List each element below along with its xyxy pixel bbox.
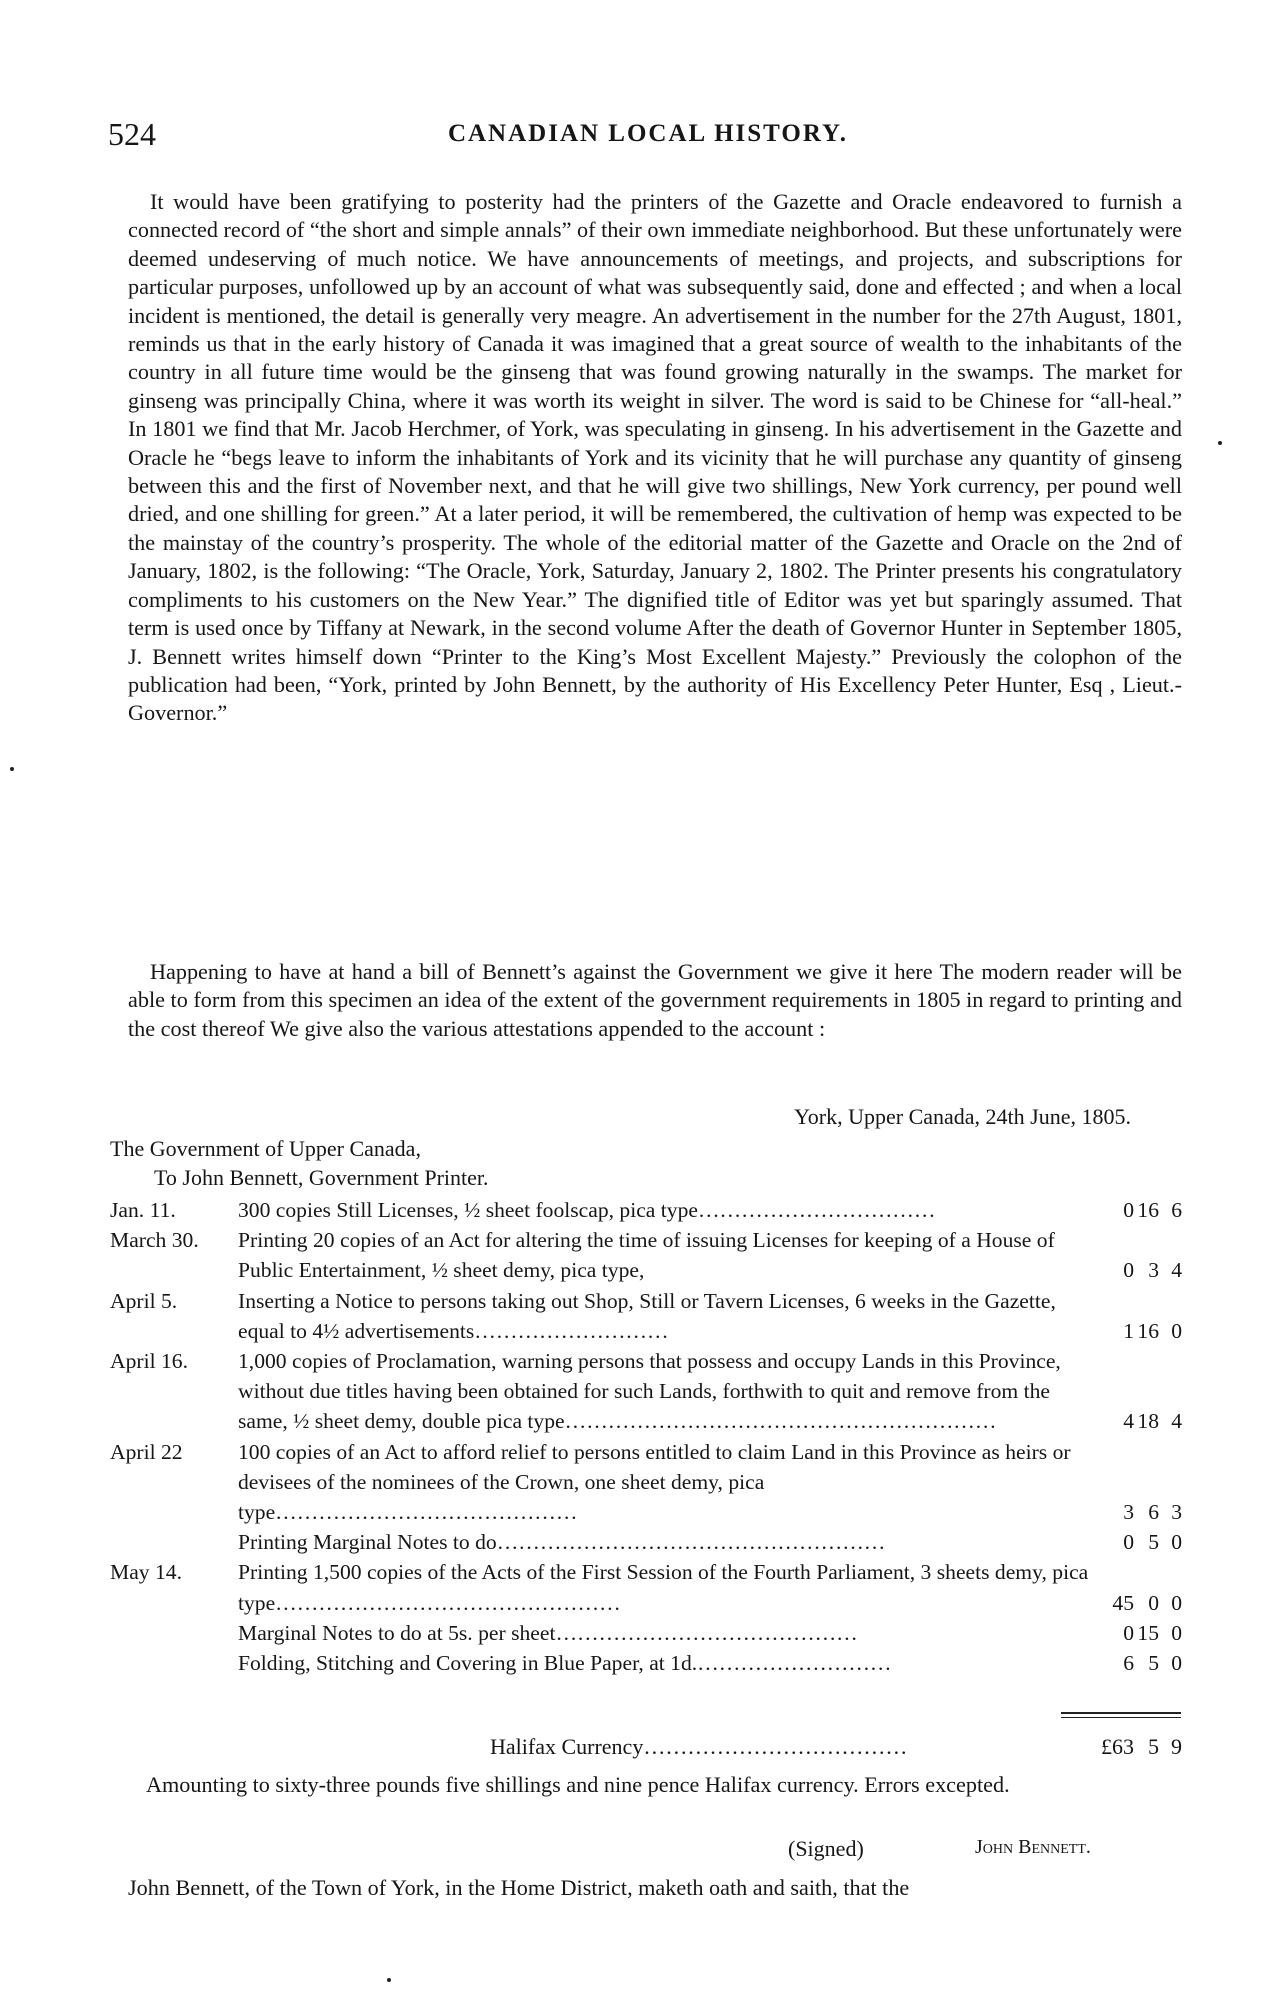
amount-pounds: 6 <box>1123 1651 1134 1676</box>
body-paragraph: It would have been gratifying to posterity had the printers of the Gazette and Oracle endeavored to furnish a connected record of “the short and simple annals” of their own immediate neighborhood. But these unfortunately were deemed undeserving of much notice. We have announcements of meetings, and projects, and subscriptions for particular purposes, unfollowed up by an account of what was subsequently said, done and effected ; and when a local incident is mentioned, the detail is generally very meagre. An advertisement in the number for the 27th August, 1801, reminds us that in the early history of Canada it was imagined that a great source of wealth to the inhabitants of the country in all future time would be the ginseng that was found growing naturally in the swamps. The market for ginseng was principally China, where it was worth its weight in silver. The word is said to be Chinese for “all-heal.” In 1801 we find that Mr. Jacob Herchmer, of York, was speculating in ginseng. In his advertisement in the Gazette and Oracle he “begs leave to inform the inhabitants of York and its vicinity that he will purchase any quantity of ginseng between this and the first of November next, and that he will give two shillings, New York currency, per pound well dried, and one shilling for green.” At a later period, it will be remembered, the cultivation of hemp was expected to be the mainstay of the country’s prosperity. The whole of the editorial matter of the Gazette and Oracle on the 2nd of January, 1802, is the following: “The Oracle, York, Saturday, January 2, 1802. The Printer presents his congratulatory compliments to his customers on the New Year.” The dignified title of Editor was yet but sparingly assumed. That term is used once by Tiffany at Newark, in the second volume After the death of Governor Hunter in September 1805, J. Bennett writes himself down “Printer to the King’s Most Excellent Majesty.” Previously the colophon of the publication had been, “York, printed by John Bennett, by the authority of His Excellency Peter Hunter, Esq , Lieut.-Governor.” <box>128 189 1182 726</box>
print-speck <box>387 1978 391 1982</box>
bill-entry <box>110 1437 1182 1528</box>
entry-text: 1,000 copies of Proclamation, warning persons that possess and occupy Lands in this Province, without due titles having been obtained for such Lands, forthwith to quit and remove from the same, ½ sheet demy, double pica type…………………………………………………… <box>238 1349 1061 1434</box>
amount-pounds: 0 <box>1123 1258 1134 1283</box>
bill-entry <box>110 1618 1182 1648</box>
bill-dateline: York, Upper Canada, 24th June, 1805. <box>794 1104 1131 1129</box>
entry-text: Printing Marginal Notes to do……………………………………………… <box>238 1530 886 1555</box>
print-speck <box>10 767 14 771</box>
print-speck <box>1218 441 1222 445</box>
amount-shillings: 16 <box>1137 1318 1159 1343</box>
total-rule <box>1061 1717 1181 1718</box>
page-number: 524 <box>108 116 156 152</box>
amount-pounds: 0 <box>1123 1530 1134 1555</box>
bill-entry <box>110 1527 1182 1557</box>
entry-amount <box>1100 1588 1182 1618</box>
amount-pence: 3 <box>1171 1500 1182 1525</box>
entry-date: May 14. <box>110 1560 182 1585</box>
amount-shillings: 18 <box>1137 1409 1159 1434</box>
amount-pounds: 3 <box>1123 1500 1134 1525</box>
amount-shillings: 5 <box>1148 1651 1159 1676</box>
entry-date: April 5. <box>110 1288 178 1313</box>
bill-entry <box>110 1557 1182 1617</box>
entry-amount <box>1100 1527 1182 1557</box>
total-amount <box>1100 1734 1182 1760</box>
entry-text: Marginal Notes to do at 5s. per sheet…………………………………… <box>238 1620 858 1645</box>
running-head: CANADIAN LOCAL HISTORY. <box>447 120 849 147</box>
entry-amount <box>1100 1497 1182 1527</box>
amount-pounds: 0 <box>1123 1198 1134 1222</box>
entry-date: April 22 <box>110 1439 183 1464</box>
bill-entry <box>110 1286 1182 1346</box>
amount-shillings: 0 <box>1148 1590 1159 1615</box>
amount-pence: 0 <box>1171 1530 1182 1555</box>
bill-entry <box>110 1225 1182 1285</box>
body-paragraph-1-block <box>128 188 1182 728</box>
final-line: John Bennett, of the Town of York, in the Home District, maketh oath and saith, that the <box>128 1875 910 1900</box>
total-rule <box>1061 1712 1181 1714</box>
entry-text: 100 copies of an Act to afford relief to persons entitled to claim Land in this Province as heirs or devisees of the nominees of the Crown, one sheet demy, pica type…………………………………… <box>238 1439 1071 1525</box>
amount-pence: 0 <box>1171 1620 1182 1645</box>
entry-text: Printing 20 copies of an Act for altering the time of issuing Licenses for keeping of a House of Public Entertainment, ½ sheet demy, pica type, <box>238 1228 1055 1283</box>
amount-shillings: 3 <box>1148 1258 1159 1283</box>
entry-amount <box>1100 1618 1182 1648</box>
amount-shillings: 15 <box>1137 1620 1159 1645</box>
amount-pence: 0 <box>1171 1651 1182 1676</box>
page-header <box>108 116 1188 156</box>
amount-pence: 0 <box>1171 1590 1182 1615</box>
amount-pounds: 4 <box>1123 1409 1134 1434</box>
amount-pence: 0 <box>1171 1318 1182 1343</box>
signer-name: John Bennett. <box>975 1836 1091 1858</box>
amount-pence: 4 <box>1171 1409 1182 1434</box>
amount-pence: 6 <box>1171 1198 1182 1222</box>
amounting-text: Amounting to sixty-three pounds five shillings and nine pence Halifax currency. Errors excepted. <box>146 1772 1010 1797</box>
entry-amount <box>1100 1648 1182 1678</box>
entry-text: Printing 1,500 copies of the Acts of the First Session of the Fourth Parliament, 3 sheets demy, pica type………………………………………… <box>238 1560 1089 1615</box>
amount-pence: 4 <box>1171 1258 1182 1283</box>
addressee-line: To John Bennett, Government Printer. <box>154 1165 489 1190</box>
entry-text: Inserting a Notice to persons taking out Shop, Still or Tavern Licenses, 6 weeks in the Gazette, equal to 4½ advertisements……………………… <box>238 1288 1056 1343</box>
amount-pounds: 1 <box>1123 1318 1134 1343</box>
body-paragraph: Happening to have at hand a bill of Bennett’s against the Government we give it here The modern reader will be able to form from this specimen an idea of the extent of the government requirements in 1805 in regard to printing and the cost thereof We give also the various attestations appended to the account : <box>128 959 1182 1041</box>
entry-amount <box>1100 1255 1182 1285</box>
amount-pounds: 0 <box>1123 1620 1134 1645</box>
amount-shillings: 16 <box>1137 1198 1159 1222</box>
entry-text: Folding, Stitching and Covering in Blue Paper, at 1d.……………………… <box>238 1651 892 1676</box>
entry-amount <box>1100 1195 1182 1225</box>
amount-pence: 9 <box>1171 1734 1182 1759</box>
amount-shillings: 5 <box>1148 1530 1159 1555</box>
entry-amount <box>1100 1316 1182 1346</box>
amount-shillings: 5 <box>1148 1734 1159 1759</box>
entry-text: 300 copies Still Licenses, ½ sheet foolscap, pica type…………………………… <box>238 1198 936 1222</box>
entry-date: Jan. 11. <box>110 1198 176 1222</box>
total-label: Halifax Currency……………………………… <box>490 1734 908 1759</box>
amount-pounds: £63 <box>1101 1734 1134 1759</box>
bill-entry <box>110 1648 1182 1678</box>
bill-entry <box>110 1195 1182 1225</box>
addressee-line: The Government of Upper Canada, <box>110 1136 421 1161</box>
entry-date: April 16. <box>110 1349 188 1374</box>
bill-addressee <box>110 1134 489 1192</box>
signed-label: (Signed) <box>788 1836 864 1861</box>
bill-entries <box>110 1195 1182 1678</box>
amounting-block <box>110 1770 1182 1799</box>
entry-date: March 30. <box>110 1228 199 1253</box>
entry-amount <box>1100 1406 1182 1436</box>
body-paragraph-2-block <box>128 958 1182 1043</box>
bill-entry <box>110 1346 1182 1437</box>
amount-shillings: 6 <box>1148 1500 1159 1525</box>
bill-total <box>110 1734 1182 1760</box>
amount-pounds: 45 <box>1112 1590 1134 1615</box>
